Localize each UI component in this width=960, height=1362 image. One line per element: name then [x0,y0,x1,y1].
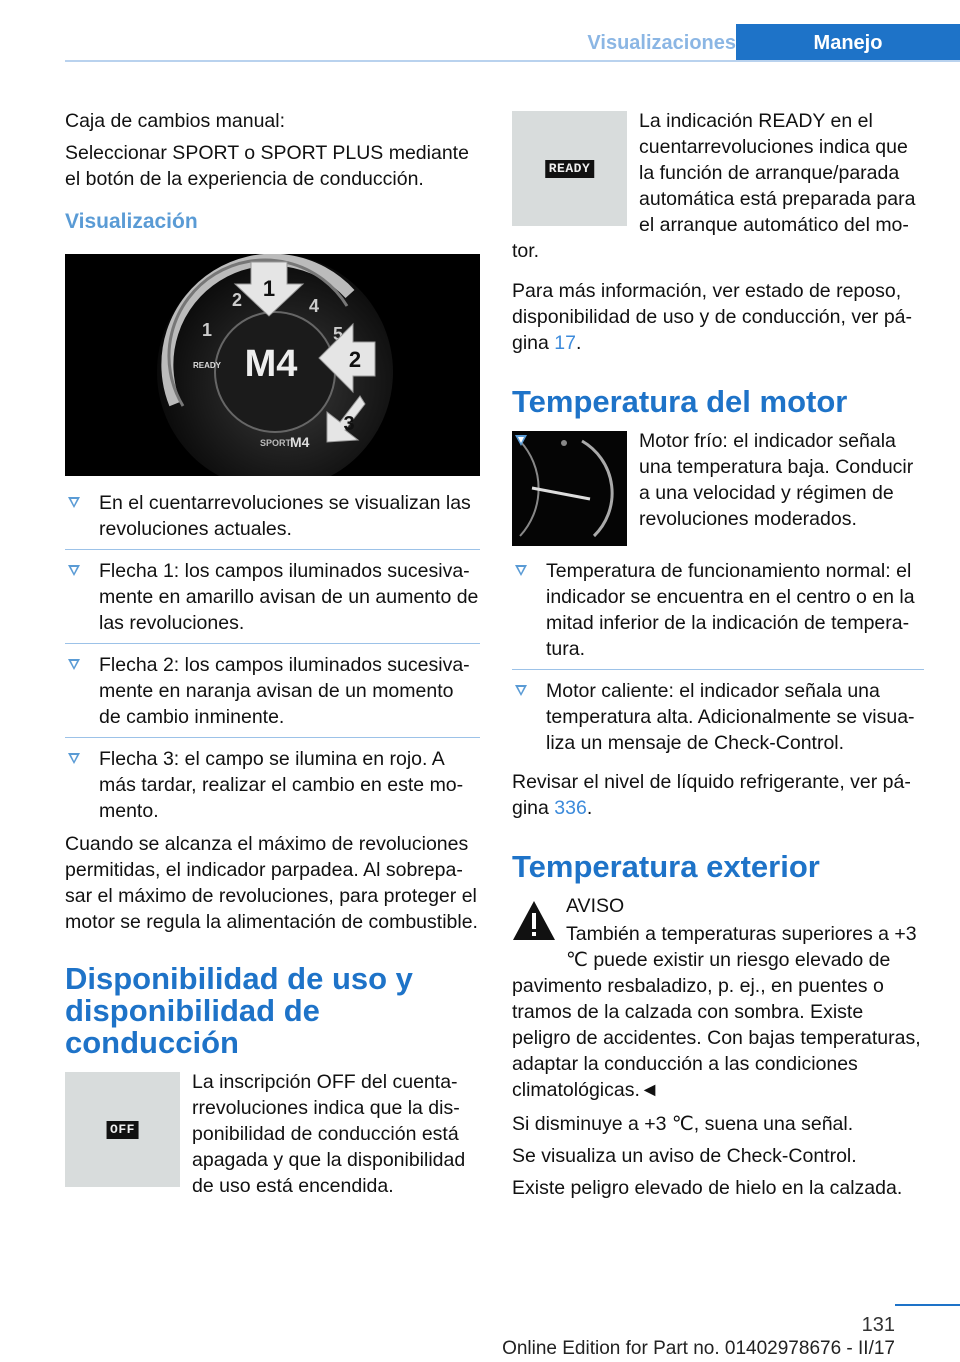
ready-label: READY [193,361,222,370]
list-item: Flecha 2: los campos iluminados sucesivamente en naranja avisan de un momento de cambio inminente. [65,652,480,738]
tick-label: 5 [333,324,344,344]
list-item: Flecha 1: los campos iluminados sucesivamente en amarillo avisan de un aumento de las revoluciones. [65,558,480,644]
page-footer [0,1300,960,1360]
list-item: Temperatura de funcionamiento normal: el indicador se encuentra en el centro o en la mitad inferior de la indicación de temperatura. [512,558,924,670]
section-tab[interactable]: Visualizaciones [587,32,736,54]
header-rule [65,60,960,62]
section-heading: Temperatura exterior [512,849,820,884]
paragraph: La inscripción OFF del cuentarrevoluciones indica que la disponibilidad de conducción está apagada y que la disponibilidad de uso está encendida. [192,1071,466,1197]
bullet-list [65,490,480,831]
triangle-bullet-icon [68,659,80,670]
off-indicator-image [65,1072,180,1187]
triangle-bullet-icon [515,685,527,696]
section-heading: Disponibilidad de uso y disponibilidad de conducción [65,961,413,1060]
chapter-tab[interactable]: Manejo [736,24,960,62]
sport-label: SPORT [260,438,292,448]
tick-label: 2 [232,290,243,310]
warning-triangle-icon [512,899,556,943]
section-heading: Temperatura del motor [512,384,848,419]
tachometer-figure [65,254,480,476]
warning-text: También a temperaturas superiores a +3 ℃ puede existir un riesgo elevado de pavimento resbaladizo, p. ej., en puentes o tramos de la calzada con sombra. Existe peligro de accidentes. Con bajas temperaturas, adaptar la conducción a las condiciones climatológicas.◄ [512,923,921,1101]
page-link[interactable]: 336 [554,797,587,819]
paragraph: La indicación READY en el cuentarrevoluciones indica que la función de arranque/parada automática está preparada para el arranque automático del motor. [512,110,916,262]
triangle-bullet-icon [515,435,527,446]
list-item: En el cuentarrevoluciones se visualizan las revoluciones actuales. [65,490,480,550]
paragraph: Revisar el nivel de líquido refrigerante, ver página 336. [512,771,911,819]
left-column [65,108,480,1205]
bullet-list [512,428,924,539]
list-item: Motor frío: el indicador señala una temperatura baja. Conducir a una velocidad y régimen de revoluciones moderados. [512,428,924,539]
footer-rule [895,1304,960,1306]
triangle-bullet-icon [68,753,80,764]
page-link[interactable]: 17 [554,332,576,354]
triangle-bullet-icon [515,565,527,576]
arrow-label: 1 [262,276,276,301]
bullet-list [512,558,924,763]
paragraph: Caja de cambios manual: [65,110,286,132]
edition-label: Online Edition for Part no. 01402978676 - II/17 [502,1338,895,1359]
list-item: Flecha 3: el campo se ilumina en rojo. A más tardar, realizar el cambio en este momento. [65,746,480,831]
off-badge: OFF [106,1121,139,1139]
paragraph: Existe peligro elevado de hielo en la calzada. [512,1177,903,1199]
paragraph: Cuando se alcanza el máximo de revoluciones permitidas, el indicador parpadea. Al sobrepasar el máximo de revoluciones, para proteger el motor se regula la alimentación de combustible. [65,833,478,933]
list-item: Motor caliente: el indicador señala una temperatura alta. Adicionalmente se visualiza un mensaje de Check-Control. [512,678,924,763]
gear-small-label: M4 [290,434,310,450]
triangle-bullet-icon [68,497,80,508]
page-header [65,24,960,62]
tick-label: 4 [309,296,320,316]
arrow-label: 2 [348,347,362,372]
paragraph: Seleccionar SPORT o SPORT PLUS mediante el botón de la experiencia de conducción. [65,142,469,190]
subheading: Visualización [65,210,198,233]
ready-badge: READY [545,160,595,178]
tick-label: 1 [202,320,213,340]
paragraph: Para más información, ver estado de reposo, disponibilidad de uso y de conducción, ver página 17. [512,280,913,354]
triangle-bullet-icon [68,565,80,576]
paragraph: Si disminuye a +3 ℃, suena una señal. [512,1113,854,1135]
page-number: 131 [861,1314,895,1336]
right-column [512,108,924,1207]
tachometer-illustration [65,254,480,476]
arrow-label: 3 [343,413,355,435]
warning-title: AVISO [566,895,625,917]
gear-indicator: M4 [244,343,298,385]
paragraph: Se visualiza un aviso de Check-Control. [512,1145,857,1167]
ready-indicator-image [512,111,627,226]
